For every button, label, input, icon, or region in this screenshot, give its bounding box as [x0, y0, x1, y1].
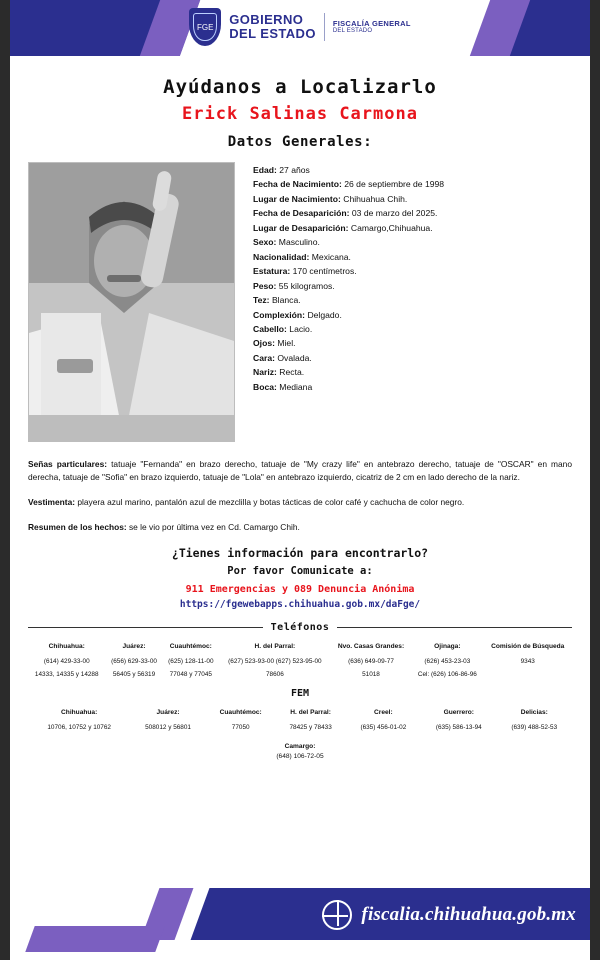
- detail-value: 26 de septiembre de 1998: [344, 179, 445, 190]
- detail-value: Delgado.: [307, 309, 342, 320]
- camargo-block: [28, 742, 572, 762]
- footer-purple-bar: [25, 926, 164, 952]
- detail-row-hair: [253, 323, 572, 335]
- detail-value: Masculino.: [278, 237, 320, 248]
- header-banner: [0, 0, 600, 56]
- cta-report-link[interactable]: https://fgewebapps.chihuahua.gob.mx/daFge/: [179, 599, 421, 611]
- table-row: [28, 656, 572, 669]
- detail-label: Fecha de Nacimiento:: [253, 179, 342, 190]
- detail-label: Nacionalidad:: [253, 251, 310, 262]
- detail-row-nationality: [253, 251, 572, 263]
- globe-icon: [322, 900, 352, 930]
- phones-rule-left: [28, 627, 263, 628]
- cell-ncg-1: (636) 649-09-77: [348, 658, 394, 666]
- detail-row-build: [253, 309, 572, 321]
- fem-col-parral: H. del Parral:: [290, 708, 331, 716]
- col-comision-busqueda: Comisión de Búsqueda: [491, 643, 565, 651]
- cell-parral-2: 78606: [266, 670, 284, 678]
- fem-cell-parral: 78425 y 78433: [289, 723, 332, 731]
- fem-col-creel: Creel:: [374, 708, 393, 716]
- col-parral: H. del Parral:: [254, 643, 296, 651]
- cell-chihuahua-2: 14333, 14335 y 14288: [34, 670, 99, 678]
- government-wordmark: [229, 13, 316, 40]
- note-text: tatuaje "Fernanda" en brazo derecho, tatuaje de "My crazy life" en antebrazo derecho, tatuaje de "OSCAR" en mano derecha, tatuaje de "Sofia" en brazo izquierdo, tatuaje de "Lola" en antebrazo izquierdo, cicatriz de 2 cm en lado derecho de la nariz.: [28, 459, 572, 483]
- fem-col-chihuahua: Chihuahua:: [61, 708, 98, 716]
- detail-value: Lacio.: [289, 323, 313, 334]
- col-nuevo-casas-grandes: Nvo. Casas Grandes:: [337, 643, 405, 651]
- fem-col-guerrero: Guerrero:: [443, 708, 474, 716]
- detail-value: 27 años: [279, 165, 310, 175]
- details-list: [235, 162, 572, 395]
- detail-label: Ojos:: [253, 338, 275, 349]
- col-chihuahua: Chihuahua:: [48, 643, 85, 651]
- government-logo-group: [0, 8, 600, 46]
- cta-instruction: Por favor Comunicate a:: [227, 565, 373, 578]
- detail-label: Edad:: [253, 165, 277, 175]
- table-row: [28, 722, 572, 735]
- note-clothing: [28, 496, 572, 509]
- footer-website-url[interactable]: fiscalia.chihuahua.gob.mx: [361, 904, 576, 925]
- shield-inner-text: FGE: [193, 13, 217, 41]
- detail-value: Blanca.: [271, 295, 301, 306]
- page-title: Ayúdanos a Localizarlo: [163, 76, 437, 98]
- cell-chihuahua-1: (614) 429-33-00: [43, 658, 90, 666]
- fem-cell-cuauhtemoc: 77050: [231, 723, 250, 731]
- detail-label: Tez:: [253, 295, 270, 306]
- cell-parral-1: (627) 523-93-00 (627) 523-95-00: [228, 658, 322, 666]
- missing-person-photo: [28, 162, 235, 442]
- fiscalia-wordmark: [333, 20, 411, 35]
- camargo-value: (648) 106-72-05: [276, 753, 324, 761]
- cta-question: ¿Tienes información para encontrarlo?: [171, 546, 429, 561]
- cell-ojinaga-1: (626) 453-23-03: [424, 658, 471, 666]
- detail-value: Camargo,Chihuahua.: [350, 222, 433, 233]
- fem-cell-chihuahua: 10706, 10752 y 10762: [47, 723, 111, 731]
- detail-row-disappearance-date: [253, 207, 572, 219]
- detail-row-height: [253, 265, 572, 277]
- detail-row-sex: [253, 236, 572, 248]
- fem-cell-delicias: (639) 488-52-53: [511, 723, 558, 731]
- photo-and-details-row: [28, 162, 572, 442]
- phones-heading-label: Teléfonos: [270, 622, 330, 634]
- detail-label: Sexo:: [253, 237, 277, 248]
- detail-label: Estatura:: [253, 266, 291, 277]
- detail-label: Complexión:: [253, 309, 306, 320]
- detail-value: Mediana: [279, 381, 313, 392]
- note-text: playera azul marino, pantalón azul de mezclilla y botas tácticas de color café y cachucha de color negro.: [75, 497, 465, 508]
- cell-juarez-2: 56405 y 56319: [112, 670, 156, 678]
- detail-value: 55 kilogramos.: [278, 280, 335, 291]
- notes-section: [28, 458, 572, 534]
- viewport-left-edge: [0, 0, 10, 960]
- detail-value: Ovalada.: [277, 352, 312, 363]
- gob-line-2: DEL ESTADO: [229, 26, 316, 41]
- detail-row-nose: [253, 366, 572, 378]
- phones-heading: [28, 622, 572, 633]
- col-cuauhtemoc: Cuauhtémoc:: [169, 643, 212, 651]
- detail-row-weight: [253, 280, 572, 292]
- detail-label: Cabello:: [253, 323, 287, 334]
- phones-table-fem: [28, 707, 572, 735]
- detail-row-birthdate: [253, 178, 572, 190]
- note-label: Vestimenta:: [28, 497, 76, 508]
- fem-cell-guerrero: (635) 586-13-94: [435, 723, 482, 731]
- detail-value: 170 centímetros.: [292, 266, 357, 277]
- note-distinguishing-marks: [28, 458, 572, 484]
- table-row: [28, 669, 572, 682]
- detail-row-complexion-skin: [253, 294, 572, 306]
- viewport-right-edge: [590, 0, 600, 960]
- fem-heading: FEM: [290, 687, 310, 699]
- camargo-label: Camargo:: [284, 743, 316, 751]
- detail-row-birthplace: [253, 193, 572, 205]
- fem-cell-creel: (635) 456-01-02: [360, 723, 407, 731]
- detail-value: Chihuahua Chih.: [343, 193, 408, 204]
- col-juarez: Juárez:: [122, 643, 146, 651]
- note-text: se le vio por última vez en Cd. Camargo Chih.: [126, 522, 300, 533]
- note-summary: [28, 521, 572, 534]
- fem-col-cuauhtemoc: Cuauhtémoc:: [219, 708, 262, 716]
- fem-cell-juarez: 508012 y 56801: [145, 723, 191, 731]
- cta-emergency-numbers: 911 Emergencias y 089 Denuncia Anónima: [185, 584, 415, 596]
- table-header-row: [28, 641, 572, 656]
- detail-label: Nariz:: [253, 367, 277, 378]
- footer-url-group[interactable]: [322, 900, 576, 930]
- shield-icon: [189, 8, 221, 46]
- detail-label: Peso:: [253, 280, 277, 291]
- fem-col-juarez: Juárez:: [156, 708, 180, 716]
- detail-row-eyes: [253, 337, 572, 349]
- cell-juarez-1: (656) 629-33-00: [111, 658, 157, 666]
- fiscalia-line-2: DEL ESTADO: [332, 27, 373, 34]
- cell-comision-2: [483, 669, 572, 682]
- detail-value: Mexicana.: [311, 251, 351, 262]
- gob-line-1: GOBIERNO: [229, 12, 304, 28]
- detail-value: Recta.: [279, 367, 305, 378]
- cell-comision-1: 9343: [520, 658, 535, 666]
- cell-cuauhtemoc-2: 77048 y 77045: [169, 670, 212, 678]
- table-header-row: [28, 707, 572, 722]
- footer-banner: [0, 888, 600, 960]
- detail-label: Lugar de Nacimiento:: [253, 193, 341, 204]
- detail-row-age: [253, 164, 572, 176]
- person-name: Erick Salinas Carmona: [182, 104, 418, 124]
- cell-ncg-2: 51018: [362, 670, 380, 678]
- phones-rule-right: [337, 627, 572, 628]
- fem-col-delicias: Delicias:: [520, 708, 548, 716]
- detail-label: Fecha de Desaparición:: [253, 208, 350, 219]
- detail-label: Lugar de Desaparición:: [253, 222, 349, 233]
- cell-ojinaga-2: Cel: (626) 106-86-96: [417, 670, 477, 678]
- note-label: Resumen de los hechos:: [28, 522, 127, 533]
- poster-content: [0, 56, 600, 762]
- section-title-general-data: Datos Generales:: [227, 134, 373, 150]
- col-ojinaga: Ojinaga:: [434, 643, 461, 651]
- detail-value: 03 de marzo del 2025.: [351, 208, 438, 219]
- detail-label: Boca:: [253, 381, 277, 392]
- phones-table-general: [28, 641, 572, 682]
- logo-divider: [324, 13, 325, 41]
- detail-label: Cara:: [253, 352, 275, 363]
- fiscalia-line-1: FISCALÍA GENERAL: [332, 18, 411, 28]
- detail-row-face: [253, 352, 572, 364]
- note-label: Señas particulares:: [28, 459, 108, 469]
- detail-value: Miel.: [277, 338, 296, 349]
- cell-cuauhtemoc-1: (625) 128-11-00: [168, 658, 214, 666]
- detail-row-disappearance-place: [253, 222, 572, 234]
- detail-row-mouth: [253, 381, 572, 393]
